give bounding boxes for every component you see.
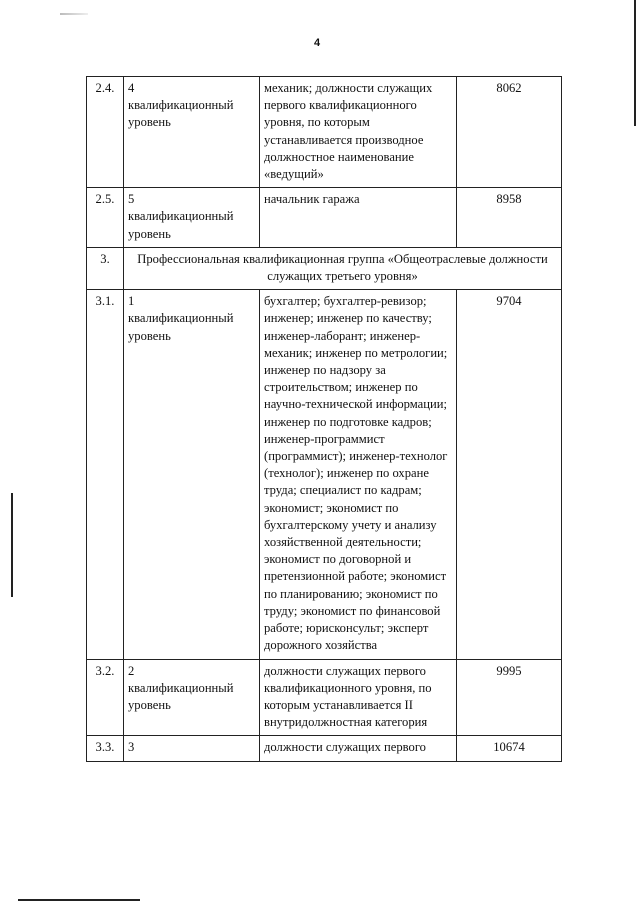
scan-edge-mark (18, 899, 140, 901)
table-row (87, 188, 562, 248)
positions-list: бухгалтер; бухгалтер-ревизор; инженер; инженер по качеству; инженер-лаборант; инженер-механик; инженер по метрологии; инженер по надзору за строительством; инженер по научно-технической информации; инженер по подготовке кадров; инженер-программист (программист); инженер-технолог (технолог); инженер по охране труда; специалист по кадрам; экономист; экономист по бухгалтерскому учету и анализу хозяйственной деятельности; экономист по договорной и претензионной работе; экономист по планированию; экономист по труду; экономист по финансовой работе; юрисконсульт; эксперт дорожного хозяйства (260, 290, 457, 659)
positions-list: начальник гаража (260, 188, 457, 248)
qualification-level: 5 квалификационный уровень (124, 188, 260, 248)
salary-value: 8958 (457, 188, 562, 248)
qualification-level: 2 квалификационный уровень (124, 659, 260, 736)
group-number: 3. (87, 247, 124, 289)
qualification-level: 1 квалификационный уровень (124, 290, 260, 659)
scan-edge-mark (11, 493, 13, 597)
positions-list: механик; должности служащих первого квалификационного уровня, по которым устанавливается производное должностное наименование «ведущий» (260, 77, 457, 188)
row-number: 3.3. (87, 736, 124, 761)
scan-edge-mark (634, 0, 636, 126)
positions-list: должности служащих первого (260, 736, 457, 761)
row-number: 2.5. (87, 188, 124, 248)
table-row (87, 290, 562, 659)
table-row (87, 77, 562, 188)
salary-value: 9995 (457, 659, 562, 736)
row-number: 2.4. (87, 77, 124, 188)
salary-value: 9704 (457, 290, 562, 659)
salary-value: 10674 (457, 736, 562, 761)
row-number: 3.1. (87, 290, 124, 659)
row-number: 3.2. (87, 659, 124, 736)
qualification-table (86, 76, 562, 762)
qualification-level: 3 (124, 736, 260, 761)
scan-smudge (60, 13, 88, 15)
table-row (87, 659, 562, 736)
salary-value: 8062 (457, 77, 562, 188)
qualification-level: 4 квалификационный уровень (124, 77, 260, 188)
group-title: Профессиональная квалификационная группа «Общеотраслевые должности служащих третьего уровня» (124, 247, 562, 289)
group-header-row (87, 247, 562, 289)
table-row (87, 736, 562, 761)
positions-list: должности служащих первого квалификационного уровня, по которым устанавливается II внутридолжностная категория (260, 659, 457, 736)
page-number: 4 (314, 37, 321, 49)
